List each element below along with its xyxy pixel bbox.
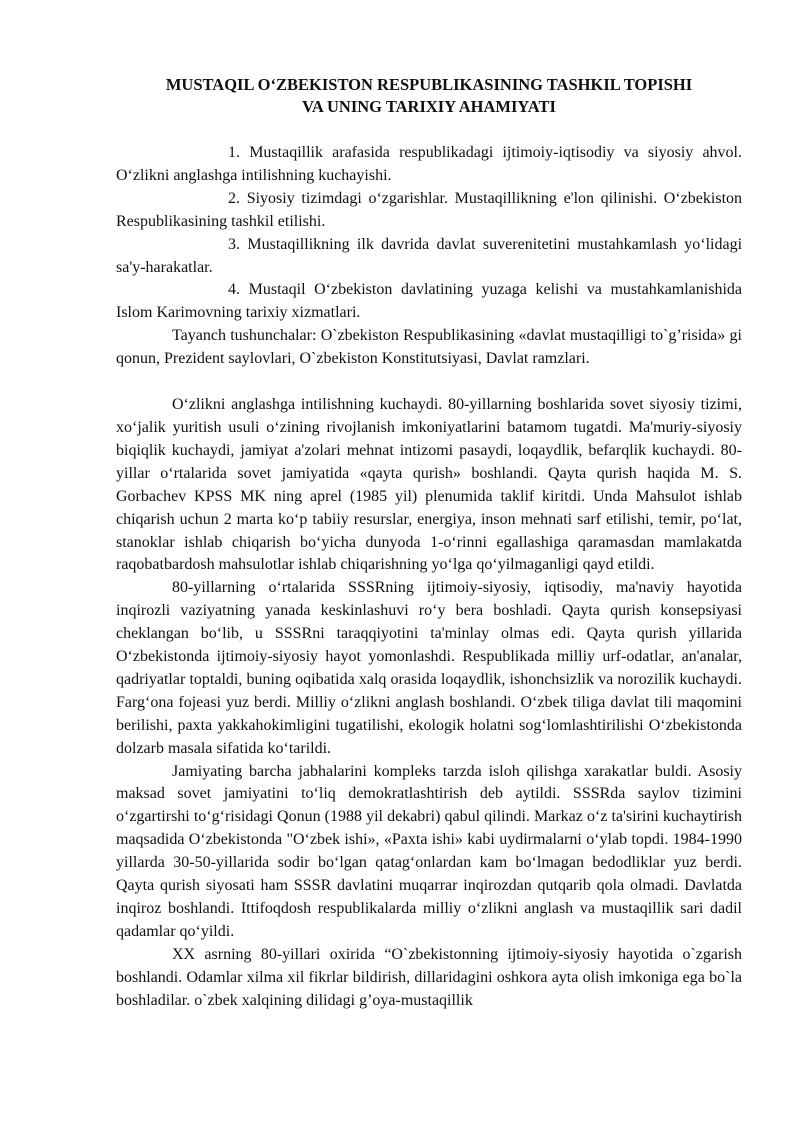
plan-item-number: 1.	[228, 144, 240, 161]
plan-item	[116, 279, 742, 325]
plan-item	[116, 142, 742, 188]
plan-item-number: 4.	[228, 281, 240, 299]
paragraph: XX asrning 80-yillari oxirida “O`zbekistonning ijtimoiy-siyosiy hayotida o`zgarish boshlandi. Odamlar xilma xil fikrlar bildirish, dillaridagini oshkora ayta olish imkoniga ega bo`la boshladilar. o`zbek xalqining dilidagi g’oya-mustaqillik	[116, 945, 742, 1009]
spacer	[116, 371, 742, 394]
plan-item-number: 3.	[228, 235, 240, 253]
lesson-plan	[116, 142, 742, 325]
body-text	[116, 394, 742, 1012]
plan-item	[116, 234, 742, 280]
plan-item-text: Mustaqil O‘zbekiston davlatining yuzaga kelishi va mustahkamlanishida Islom Karimovning tarixiy xizmatlari.	[116, 281, 743, 322]
plan-item-number: 2.	[228, 189, 240, 207]
paragraph: O‘zlikni anglashga intilishning kuchaydi. 80-yillarning boshlarida sovet siyosiy tizimi, xo‘jalik yuritish usuli o‘zining rivojlanish imkoniyatlarini batamom tugatdi. Ma'muriy-siyosiy biqiqlik kuchaydi, jamiyat a'zolari mehnat intizomi pasaydi, loqaydlik, befarqlik kuchaydi. 80-yillar o‘rtalarida sovet jamiyatida «qayta qurish» boshlandi. Qayta qurish haqida M. S. Gorbachev KPSS MK ning aprel (1985 yil) plenumida taklif kiritdi. Unda Mahsulot ishlab chiqarish uchun 2 marta ko‘p tabiiy resurslar, energiya, inson mehnati sarf etilishi, temir, po‘lat, stanoklar ishlab chiqarish bo‘yicha dunyoda 1-o‘rinni egallashiga qaramasdan mamlakatda raqobatbardosh mahsulotlar ishlab chiqarishning yo‘lga qo‘yilmaganligi qayd etildi.	[116, 396, 742, 574]
document-title	[116, 74, 742, 118]
title-line-2: VA UNING TARIXIY AHAMIYATI	[302, 97, 556, 116]
document-page	[116, 74, 742, 1013]
plan-item-text: Mustaqillik arafasida respublikadagi ijtimoiy-iqtisodiy va siyosiy ahvol. O‘zlikni anglashga intilishning kuchayishi.	[116, 144, 742, 184]
plan-item-text: Siyosiy tizimdagi o‘zgarishlar. Mustaqillikning e'lon qilinishi. O‘zbekiston Respublikasining tashkil etilishi.	[116, 189, 743, 230]
plan-item	[116, 188, 742, 234]
paragraph: Jamiyating barcha jabhalarini kompleks tarzda isloh qilishga xarakatlar buldi. Asosiy maksad sovet jamiyatini to‘liq demokratlashtirish deb aytildi. SSSRda saylov tizimini o‘zgartirshi to‘g‘risidagi Qonun (1988 yil dekabri) qabul qilindi. Markaz o‘z ta'sirini kuchaytirish maqsadida O‘zbekistonda "O‘zbek ishi», «Paxta ishi» kabi uydirmalarni o‘ylab topdi. 1984-1990 yillarda 30-50-yillarida sodir bo‘lgan qatag‘onlardan kam bo‘lmagan bedodliklar yuz berdi. Qayta qurish siyosati ham SSSR davlatini muqarrar inqirozdan qutqarib qola olmadi. Davlatda inqiroz boshlandi. Ittifoqdosh respublikalarda milliy o‘zlikni anglash va mustaqillik sari dadil qadamlar qo‘yildi.	[116, 762, 742, 940]
key-concepts: Tayanch tushunchalar: O`zbekiston Respublikasining «davlat mustaqilligi to`g’risida» gi qonun, Prezident saylovlari, O`zbekiston Konstitutsiyasi, Davlat ramzlari.	[116, 327, 742, 368]
plan-item-text: Mustaqillikning ilk davrida davlat suverenitetini mustahkamlash yo‘lidagi sa'y-harakatlar.	[116, 235, 743, 276]
paragraph: 80-yillarning o‘rtalarida SSSRning ijtimoiy-siyosiy, iqtisodiy, ma'naviy hayotida inqirozli vaziyatning yanada keskinlashuvi ro‘y bera boshladi. Qayta qurish konsepsiyasi cheklangan bo‘lib, u SSSRni taraqqiyotini ta'minlay olmas edi. Qayta qurish yillarida O‘zbekistonda ijtimoiy-siyosiy hayot yomonlashdi. Respublikada milliy urf-odatlar, an'analar, qadriyatlar toptaldi, buning oqibatida xalq orasida loqaydlik, ishonchsizlik va norozilik kuchaydi. Farg‘ona fojeasi yuz berdi. Milliy o‘zlikni anglash boshlandi. O‘zbek tiliga davlat tili maqomini berilishi, paxta yakkahokimligini tugatilishi, ekologik holatni sog‘lomlashtirilishi O‘zbekistonda dolzarb masala sifatida ko‘tarildi.	[116, 579, 742, 757]
title-line-1: MUSTAQIL O‘ZBEKISTON RESPUBLIKASINING TASHKIL TOPISHI	[165, 75, 693, 94]
